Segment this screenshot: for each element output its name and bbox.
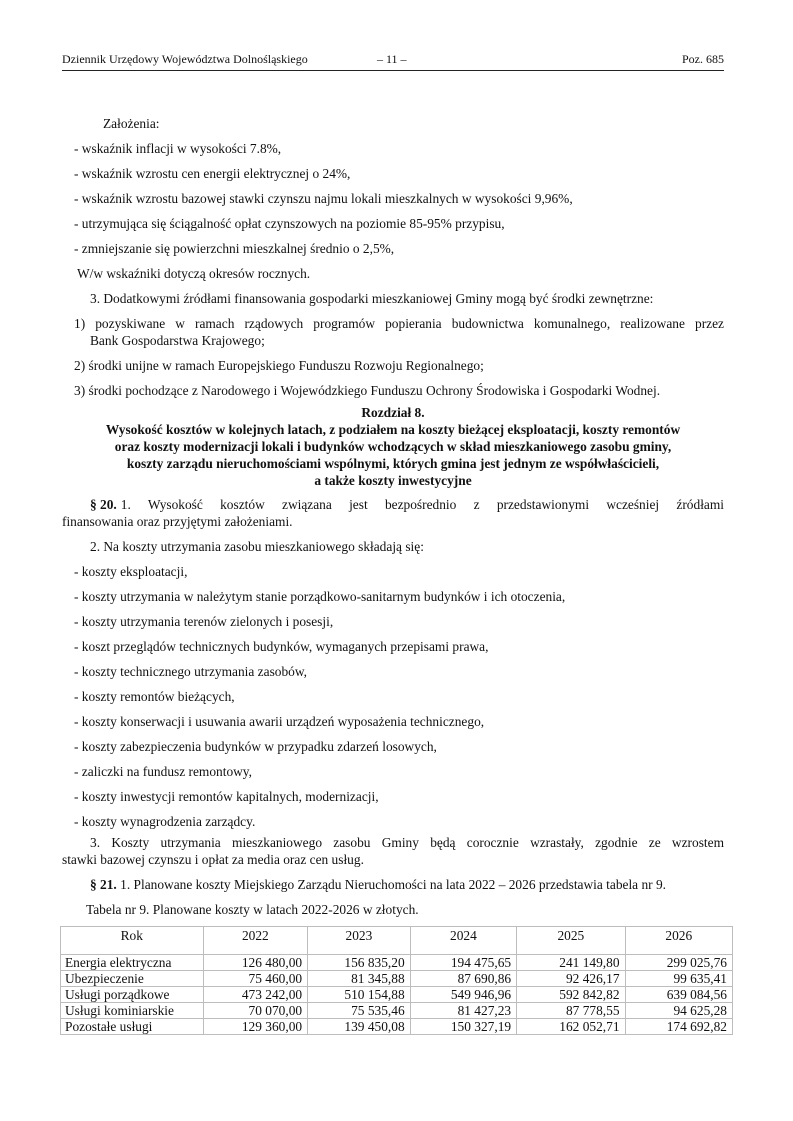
cost-item: - koszt przeglądów technicznych budynków, wymaganych przepisami prawa,	[74, 639, 489, 654]
cell-value: 129 360,00	[203, 1019, 308, 1035]
row-label: Energia elektryczna	[61, 955, 204, 971]
section21-p1	[90, 877, 666, 893]
cell-value: 510 154,88	[308, 987, 411, 1003]
page-number: – 11 –	[377, 52, 407, 66]
row-label: Ubezpieczenie	[61, 971, 204, 987]
cell-value: 81 345,88	[308, 971, 411, 987]
funding-intro: 3. Dodatkowymi źródłami finansowania gospodarki mieszkaniowej Gminy mogą być środki zewnętrzne:	[90, 291, 654, 306]
assumption-item: - wskaźnik inflacji w wysokości 7.8%,	[74, 141, 282, 156]
assumptions-note: W/w wskaźniki dotyczą okresów rocznych.	[77, 266, 311, 281]
assumption-item: - wskaźnik wzrostu bazowej stawki czynszu najmu lokali mieszkalnych w wysokości 9,96%,	[74, 191, 573, 206]
cell-value: 639 084,56	[625, 987, 732, 1003]
cell-value: 87 778,55	[517, 1003, 625, 1019]
chapter-number: Rozdział 8.	[361, 405, 425, 420]
cell-value: 194 475,65	[410, 955, 516, 971]
table-row	[61, 1003, 733, 1019]
row-label: Pozostałe usługi	[61, 1019, 204, 1035]
cell-value: 81 427,23	[410, 1003, 516, 1019]
section20-mark: § 20.	[90, 497, 117, 512]
cell-value: 592 842,82	[517, 987, 625, 1003]
funding-item-1-cont: Bank Gospodarstwa Krajowego;	[90, 333, 265, 348]
table-row	[61, 1019, 733, 1035]
assumption-item: - zmniejszanie się powierzchni mieszkalnej średnio o 2,5%,	[74, 241, 395, 256]
cost-item: - koszty inwestycji remontów kapitalnych, modernizacji,	[74, 789, 379, 804]
cell-value: 162 052,71	[517, 1019, 625, 1035]
table-row	[61, 987, 733, 1003]
section21-mark: § 21.	[90, 877, 117, 892]
section20-p2: 2. Na koszty utrzymania zasobu mieszkaniowego składają się:	[90, 539, 424, 554]
cost-item: - koszty wynagrodzenia zarządcy.	[74, 814, 256, 829]
chapter-title-line: Wysokość kosztów w kolejnych latach, z podziałem na koszty bieżącej eksploatacji, koszty remontów	[105, 422, 681, 437]
table-row	[61, 955, 733, 971]
section21-p1-text: 1. Planowane koszty Miejskiego Zarządu Nieruchomości na lata 2022 – 2026 przedstawia tabela nr 9.	[120, 877, 667, 892]
header-year: 2023	[308, 927, 411, 955]
assumptions-title: Założenia:	[103, 116, 160, 131]
cost-item: - koszty utrzymania terenów zielonych i posesji,	[74, 614, 334, 629]
position-number: Poz. 685	[682, 52, 724, 66]
assumption-item: - wskaźnik wzrostu cen energii elektrycznej o 24%,	[74, 166, 351, 181]
table-caption: Tabela nr 9. Planowane koszty w latach 2022-2026 w złotych.	[86, 902, 419, 917]
cost-item: - koszty zabezpieczenia budynków w przypadku zdarzeń losowych,	[74, 739, 437, 754]
cell-value: 156 835,20	[308, 955, 411, 971]
section20-p3: 3. Koszty utrzymania mieszkaniowego zasobu Gminy będą corocznie wzrastały, zgodnie ze wzrostem	[90, 835, 724, 850]
cell-value: 299 025,76	[625, 955, 732, 971]
cell-value: 99 635,41	[625, 971, 732, 987]
funding-item-1: 1) pozyskiwane w ramach rządowych programów popierania budownictwa komunalnego, realizowane przez	[74, 316, 724, 331]
table-row	[61, 971, 733, 987]
chapter-title-line: koszty zarządu nieruchomościami wspólnymi, których gmina jest jednym ze współwłaścicieli,	[126, 456, 660, 471]
cost-item: - koszty technicznego utrzymania zasobów,	[74, 664, 308, 679]
costs-table	[60, 926, 733, 1035]
funding-item-2: 2) środki unijne w ramach Europejskiego Funduszu Rozwoju Regionalnego;	[74, 358, 484, 373]
table-header-row	[61, 927, 733, 955]
header-year-label: Rok	[61, 927, 204, 955]
cell-value: 473 242,00	[203, 987, 308, 1003]
cell-value: 241 149,80	[517, 955, 625, 971]
section20-p1	[90, 497, 724, 513]
cell-value: 87 690,86	[410, 971, 516, 987]
cost-item: - zaliczki na fundusz remontowy,	[74, 764, 252, 779]
header-year: 2022	[203, 927, 308, 955]
cell-value: 92 426,17	[517, 971, 625, 987]
cell-value: 549 946,96	[410, 987, 516, 1003]
assumption-item: - utrzymująca się ściągalność opłat czynszowych na poziomie 85-95% przypisu,	[74, 216, 505, 231]
chapter-title-line: oraz koszty modernizacji lokali i budynków wchodzących w skład mieszkaniowego zasobu gminy,	[114, 439, 672, 454]
row-label: Usługi porządkowe	[61, 987, 204, 1003]
section20-p1-text: 1. Wysokość kosztów związana jest bezpośrednio z przedstawionymi wcześniej źródłami	[120, 497, 724, 512]
cell-value: 174 692,82	[625, 1019, 732, 1035]
chapter-title-line: a także koszty inwestycyjne	[314, 473, 472, 488]
header-year: 2025	[517, 927, 625, 955]
cell-value: 126 480,00	[203, 955, 308, 971]
header-year: 2024	[410, 927, 516, 955]
row-label: Usługi kominiarskie	[61, 1003, 204, 1019]
section20-p3-cont: stawki bazowej czynszu i opłat za media oraz cen usług.	[62, 852, 364, 867]
page-header	[62, 52, 724, 71]
cost-item: - koszty konserwacji i usuwania awarii urządzeń wyposażenia technicznego,	[74, 714, 485, 729]
journal-title: Dziennik Urzędowy Województwa Dolnośląskiego	[62, 52, 308, 66]
cost-item: - koszty utrzymania w należytym stanie porządkowo-sanitarnym budynków i ich otoczenia,	[74, 589, 566, 604]
cell-value: 94 625,28	[625, 1003, 732, 1019]
funding-item-3: 3) środki pochodzące z Narodowego i Wojewódzkiego Funduszu Ochrony Środowiska i Gospodarki Wodnej.	[74, 383, 661, 398]
cell-value: 70 070,00	[203, 1003, 308, 1019]
section20-p1-cont: finansowania oraz przyjętymi założeniami.	[62, 514, 293, 529]
cell-value: 139 450,08	[308, 1019, 411, 1035]
header-year: 2026	[625, 927, 732, 955]
cell-value: 75 460,00	[203, 971, 308, 987]
cell-value: 150 327,19	[410, 1019, 516, 1035]
cost-item: - koszty eksploatacji,	[74, 564, 188, 579]
cell-value: 75 535,46	[308, 1003, 411, 1019]
cost-item: - koszty remontów bieżących,	[74, 689, 235, 704]
